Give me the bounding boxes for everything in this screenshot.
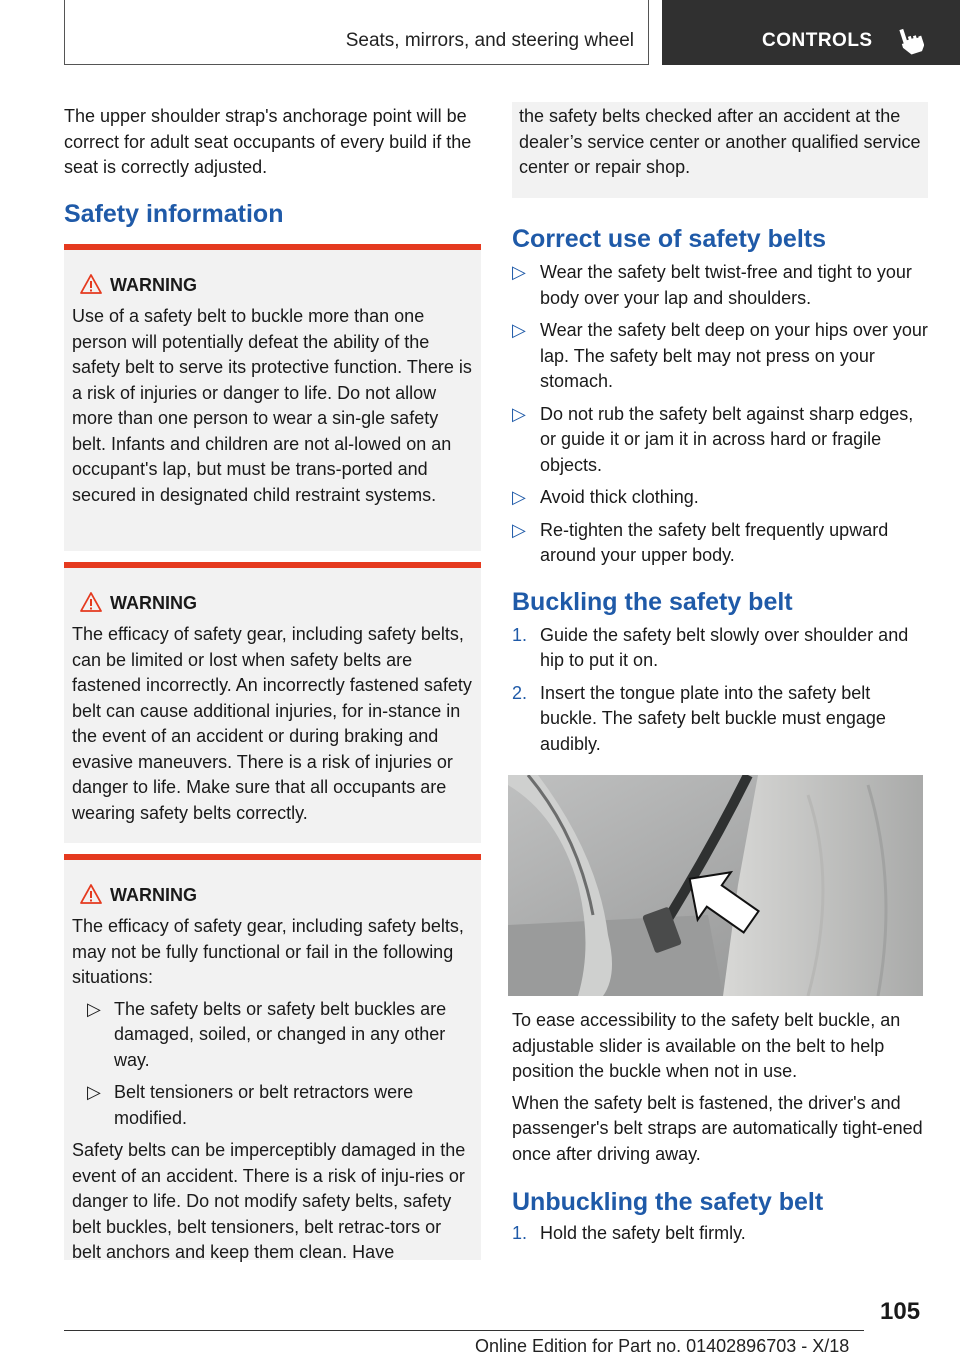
warning-triangle-icon bbox=[80, 884, 102, 904]
triangle-bullet-icon: ▷ bbox=[512, 403, 526, 424]
warning-box-1 bbox=[64, 244, 481, 551]
continued-text-box: the safety belts checked after an accident at the dealer’s service center or another qualified service center or repair shop. bbox=[512, 102, 928, 198]
buckling-heading: Buckling the safety belt bbox=[512, 587, 793, 616]
list-item: ▷ Wear the safety belt deep on your hips over your lap. The safety belt may not press on your stomach. bbox=[512, 320, 928, 391]
buckling-steps bbox=[512, 623, 928, 758]
header-chapter-box bbox=[662, 0, 960, 65]
list-item: ▷ Wear the safety belt twist-free and tight to your body over your lap and shoulders. bbox=[512, 262, 912, 308]
triangle-bullet-icon: ▷ bbox=[512, 519, 526, 540]
correct-use-heading: Correct use of safety belts bbox=[512, 225, 826, 253]
warning-title: WARNING bbox=[110, 590, 474, 616]
page-number: 105 bbox=[880, 1298, 921, 1325]
left-column bbox=[64, 104, 480, 229]
right-column bbox=[512, 224, 928, 764]
warning-box-2 bbox=[64, 562, 481, 843]
warning-text: The efficacy of safety gear, including safety belts, may not be fully functional or fail in the following situations: bbox=[72, 916, 464, 987]
triangle-bullet-icon: ▷ bbox=[512, 262, 526, 282]
list-item: ▷ Belt tensioners or belt retractors were modified. bbox=[87, 1082, 414, 1128]
intro-paragraph: The upper shoulder strap's anchorage point will be correct for adult seat occupants of every build if the seat is correctly adjusted. bbox=[64, 106, 472, 177]
warning-triangle-icon bbox=[80, 592, 102, 612]
warning-text: The efficacy of safety gear, including safety belts, can be limited or lost when safety belts are fastened incorrectly. An incorrectly fastened safety belt can cause additional injuries, for in‐stance in the event of an accident or during braking and evasive maneuvers. There is a risk of injuries or danger to life. Make sure that all occupants are wearing safety belts correctly. bbox=[72, 624, 472, 823]
step-item: 1. Hold the safety belt firmly. bbox=[512, 1223, 746, 1243]
warning-box-3 bbox=[64, 854, 481, 1260]
warning-triangle-icon bbox=[80, 274, 102, 294]
after-image-text bbox=[512, 1008, 928, 1254]
list-item: ▷ Do not rub the safety belt against sharp edges, or guide it or jam it in across hard or fragile objects. bbox=[512, 403, 914, 475]
tightening-paragraph: When the safety belt is fastened, the driver's and passenger's belt straps are automatically tight‐ened once after driving away. bbox=[512, 1092, 923, 1164]
list-item: ▷ Avoid thick clothing. bbox=[512, 485, 928, 511]
header-section-box bbox=[64, 0, 649, 65]
unbuckling-heading: Unbuckling the safety belt bbox=[512, 1188, 824, 1216]
seat-belt-buckle-photo bbox=[508, 775, 923, 996]
triangle-bullet-icon: ▷ bbox=[512, 320, 526, 340]
slider-paragraph: To ease accessibility to the safety belt buckle, an adjustable slider is available on the belt to help position the buckle when not in use. bbox=[512, 1010, 901, 1081]
unbuckling-steps bbox=[512, 1221, 928, 1247]
warning-text: Use of a safety belt to buckle more than one person will potentially defeat the ability of the safety belt to serve its protective function. There is a risk of injuries or danger to life. Do not allow more than one person to wear a sin‐gle safety belt. Infants and children are not al‐lowed on an occupant's lap, but must be trans‐ported and secured in designated child restraint systems. bbox=[72, 306, 472, 505]
step-item: 1. Guide the safety belt slowly over shoulder and hip to put it on. bbox=[512, 624, 909, 670]
footer-divider bbox=[64, 1330, 864, 1331]
correct-use-list bbox=[512, 260, 928, 569]
warning-title: WARNING bbox=[110, 272, 474, 298]
list-item: ▷ Re-tighten the safety belt frequently upward around your upper body. bbox=[512, 519, 889, 565]
safety-information-heading: Safety information bbox=[64, 199, 284, 228]
list-item: ▷ The safety belts or safety belt buckles are damaged, soiled, or changed in any other way. bbox=[87, 998, 447, 1070]
step-item: 2. Insert the tongue plate into the safety belt buckle. The safety belt buckle must engage audibly. bbox=[512, 682, 886, 754]
triangle-bullet-icon: ▷ bbox=[87, 1082, 101, 1102]
edition-text: Online Edition for Part no. 01402896703 - X/18 bbox=[475, 1336, 850, 1356]
triangle-bullet-icon: ▷ bbox=[87, 998, 101, 1019]
warning-list bbox=[72, 997, 474, 1132]
triangle-bullet-icon: ▷ bbox=[512, 487, 526, 507]
warning-text-after: Safety belts can be imperceptibly damaged in the event of an accident. There is a risk of inju‐ries or danger to life. Do not modify safety belts, safety belt buckles, belt tensioners, belt retrac‐tors or belt anchors and keep them clean. Have bbox=[72, 1140, 466, 1262]
pointing-hand-icon bbox=[898, 25, 924, 55]
section-title: Seats, mirrors, and steering wheel bbox=[345, 30, 634, 51]
chapter-label: CONTROLS bbox=[762, 30, 873, 51]
warning-title: WARNING bbox=[110, 882, 474, 908]
